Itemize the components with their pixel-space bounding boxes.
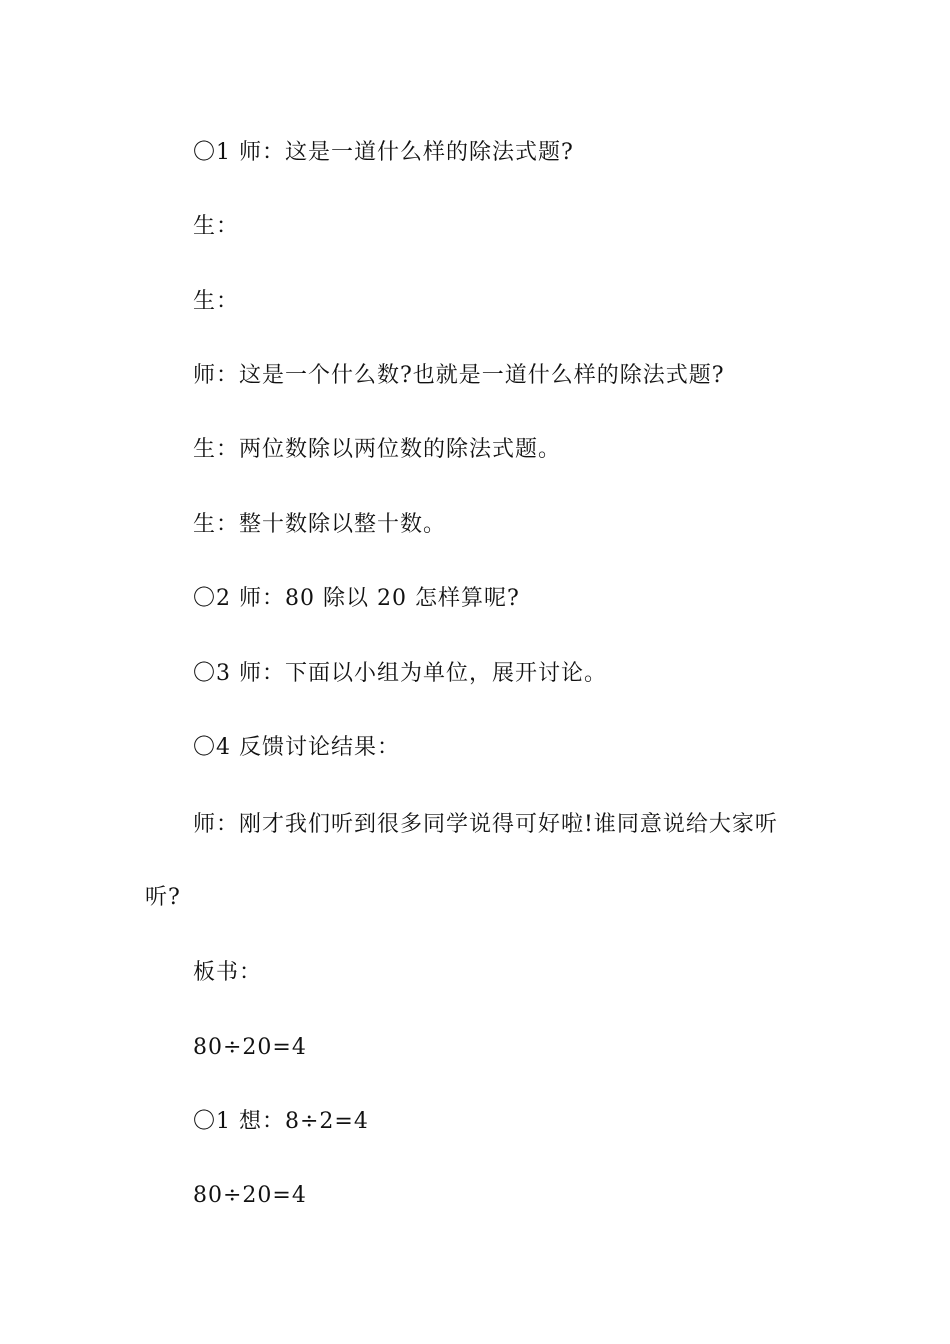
paragraph-line-continuation: 听? (145, 885, 181, 910)
equation-line: 80÷20=4 (193, 1035, 307, 1060)
equation-line: 〇1 想：8÷2=4 (193, 1109, 369, 1134)
paragraph-line: 生： (193, 289, 240, 314)
paragraph-line: 师：刚才我们听到很多同学说得可好啦!谁同意说给大家听 (193, 812, 778, 837)
paragraph-line: 〇1 师：这是一道什么样的除法式题? (193, 140, 574, 165)
paragraph-line: 〇3 师：下面以小组为单位，展开讨论。 (193, 661, 607, 686)
paragraph-line: 师：这是一个什么数?也就是一道什么样的除法式题? (193, 363, 725, 388)
paragraph-line: 板书： (193, 960, 263, 985)
paragraph-line: 〇2 师：80 除以 20 怎样算呢? (193, 586, 520, 611)
paragraph-line: 〇4 反馈讨论结果： (193, 735, 400, 760)
equation-line: 80÷20=4 (193, 1183, 307, 1208)
paragraph-line: 生： (193, 214, 240, 239)
paragraph-line: 生：整十数除以整十数。 (193, 512, 447, 537)
paragraph-line: 生：两位数除以两位数的除法式题。 (193, 437, 562, 462)
